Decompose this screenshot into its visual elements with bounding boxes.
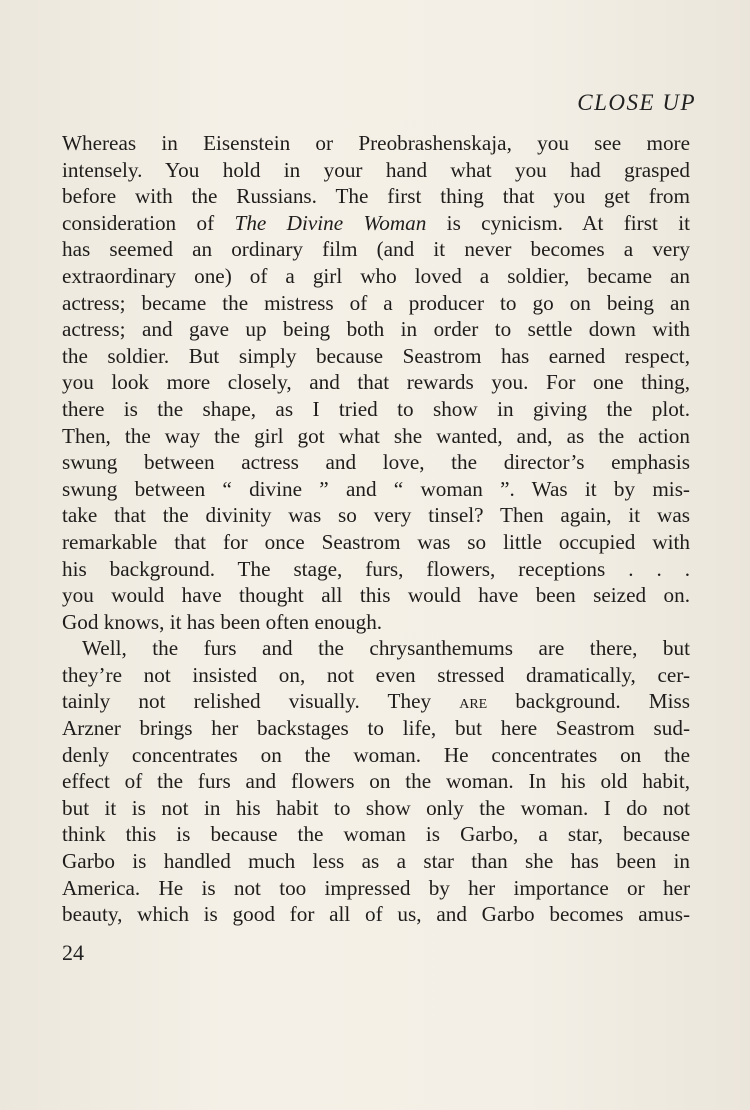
text-line: America. He is not too impressed by her importance or her (62, 875, 690, 900)
text-line: they’re not insisted on, not even stressed dramatically, cer- (62, 662, 690, 687)
text-line: you would have thought all this would have been seized on. (62, 583, 690, 608)
text-line: Whereas in Eisenstein or Preobrashenskaja, you see more (62, 131, 690, 155)
text-line: tainly not relished visually. They are background. Miss (62, 689, 690, 714)
running-head: CLOSE UP (577, 90, 696, 115)
text-line: Then, the way the girl got what she wanted, and, as the action (62, 423, 690, 448)
text-line: there is the shape, as I tried to show in giving the plot. (62, 396, 690, 421)
small-caps-word: are (459, 691, 488, 714)
body-text (62, 130, 690, 928)
text-line: but it is not in his habit to show only the woman. I do not (62, 795, 690, 820)
text-line: the soldier. But simply because Seastrom has earned respect, (62, 343, 690, 368)
text-line: before with the Russians. The first thing that you get from (62, 184, 690, 209)
text-line: consideration of The Divine Woman is cynicism. At first it (62, 210, 690, 235)
paragraph-1 (62, 130, 690, 635)
text-line: swung between actress and love, the director’s emphasis (62, 450, 690, 475)
text-line: his background. The stage, furs, flowers, receptions . . . (62, 556, 690, 581)
film-title: The Divine Woman (234, 210, 427, 235)
text-line: actress; and gave up being both in order to settle down with (62, 317, 690, 342)
text-line: Arzner brings her backstages to life, but here Seastrom sud- (62, 716, 690, 741)
paragraph-2 (62, 635, 690, 928)
text-line: extraordinary one) of a girl who loved a soldier, became an (62, 263, 690, 288)
text-line: you look more closely, and that rewards you. For one thing, (62, 370, 690, 395)
text-line: God knows, it has been often enough. (62, 609, 383, 634)
text-line: Garbo is handled much less as a star than she has been in (62, 849, 690, 874)
text-line: effect of the furs and flowers on the woman. In his old habit, (62, 769, 690, 794)
text-line: take that the divinity was so very tinsel? Then again, it was (62, 503, 690, 528)
text-line: actress; became the mistress of a producer to go on being an (62, 290, 690, 315)
text-line: Well, the furs and the chrysanthemums are there, but (82, 636, 690, 661)
text-line: think this is because the woman is Garbo, a star, because (62, 822, 690, 847)
text-line: intensely. You hold in your hand what you had grasped (62, 157, 690, 182)
text-line: has seemed an ordinary film (and it never becomes a very (62, 237, 690, 262)
text-line: remarkable that for once Seastrom was so little occupied with (62, 529, 690, 554)
text-line: swung between “ divine ” and “ woman ”. Was it by mis- (62, 476, 690, 501)
text-line: denly concentrates on the woman. He concentrates on the (62, 742, 690, 767)
page-number: 24 (62, 940, 84, 965)
text-line: beauty, which is good for all of us, and Garbo becomes amus- (62, 902, 690, 927)
